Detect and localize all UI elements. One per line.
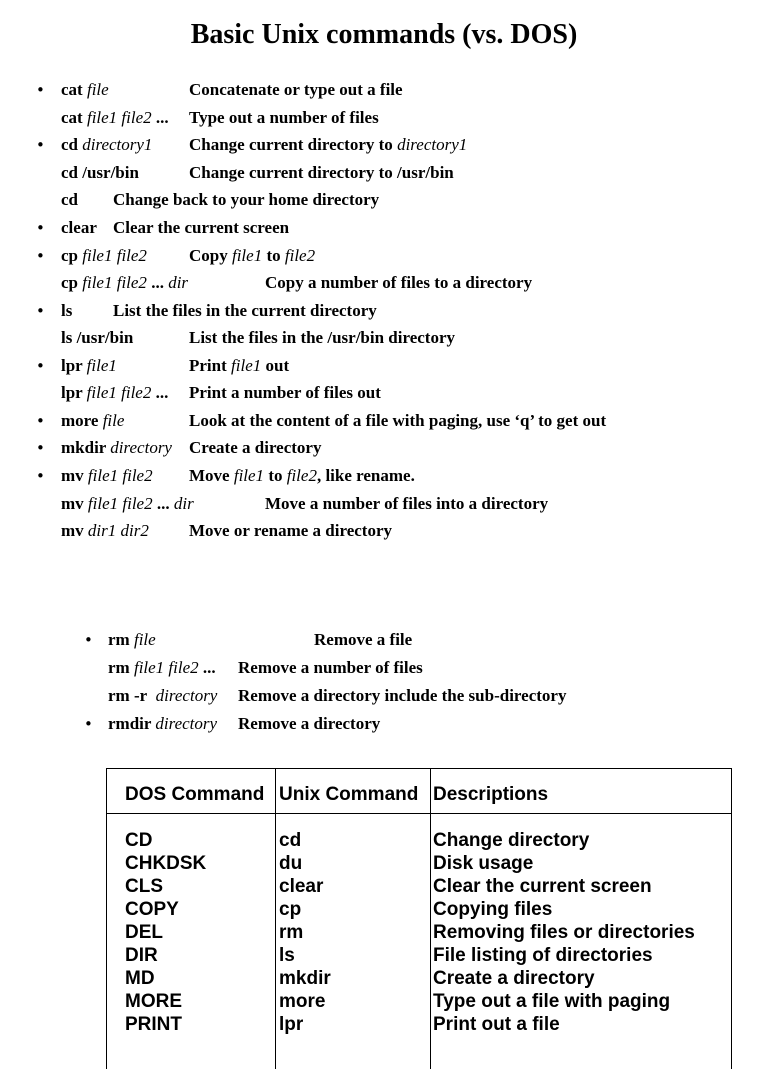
page-title: Basic Unix commands (vs. DOS) xyxy=(190,19,578,50)
command-syntax: cat file xyxy=(61,80,109,99)
table-cell-dos: PRINT xyxy=(125,1014,182,1035)
table-cell-dos: MORE xyxy=(125,991,182,1012)
command-syntax: more file xyxy=(61,411,125,430)
command-syntax: mkdir directory xyxy=(61,438,172,457)
command-description: Concatenate or type out a file xyxy=(189,80,403,99)
column-divider xyxy=(430,769,431,1069)
column-divider xyxy=(275,769,276,1069)
command-description: Create a directory xyxy=(189,438,322,457)
table-cell-dos: COPY xyxy=(125,899,179,920)
table-cell-description: Removing files or directories xyxy=(433,922,695,943)
command-syntax: mv file1 file2 xyxy=(61,466,153,485)
command-description: Type out a number of files xyxy=(189,108,379,127)
bullet-icon: • xyxy=(36,81,45,99)
table-cell-description: File listing of directories xyxy=(433,945,653,966)
table-cell-dos: DEL xyxy=(125,922,163,943)
table-cell-unix: ls xyxy=(279,945,295,966)
command-description: Change back to your home directory xyxy=(113,190,380,209)
command-syntax: mv dir1 dir2 xyxy=(61,521,149,540)
command-syntax: cat file1 file2 ... xyxy=(61,108,169,127)
bullet-icon: • xyxy=(36,136,45,154)
table-cell-description: Disk usage xyxy=(433,853,534,874)
command-description: Move a number of files into a directory xyxy=(265,494,549,513)
table-cell-dos: MD xyxy=(125,968,155,989)
table-cell-unix: lpr xyxy=(279,1014,304,1035)
command-description: Remove a number of files xyxy=(238,658,423,677)
table-cell-description: Clear the current screen xyxy=(433,876,652,897)
header-divider xyxy=(107,813,731,814)
command-description: Change current directory to directory1 xyxy=(189,135,468,154)
command-description: Change current directory to /usr/bin xyxy=(189,163,454,182)
command-syntax: mv file1 file2 ... dir xyxy=(61,494,194,513)
command-syntax: lpr file1 file2 ... xyxy=(61,383,169,402)
command-description: Move or rename a directory xyxy=(189,521,392,540)
command-syntax: cp file1 file2 xyxy=(61,246,147,265)
command-syntax: cp file1 file2 ... dir xyxy=(61,273,189,292)
table-cell-description: Create a directory xyxy=(433,968,595,989)
command-description: List the files in the current directory xyxy=(113,301,377,320)
command-syntax: ls xyxy=(61,301,73,320)
command-description: Copy file1 to file2 xyxy=(189,246,316,265)
bullet-icon: • xyxy=(36,412,45,430)
command-description: Copy a number of files to a directory xyxy=(265,273,533,292)
table-header-dos: DOS Command xyxy=(125,784,265,805)
table-cell-dos: CLS xyxy=(125,876,163,897)
command-description: Clear the current screen xyxy=(113,218,290,237)
command-description: Remove a file xyxy=(314,630,413,649)
command-description: Remove a directory include the sub-directory xyxy=(238,686,567,705)
table-cell-dos: DIR xyxy=(125,945,158,966)
table-cell-dos: CD xyxy=(125,830,153,851)
command-syntax: cd directory1 xyxy=(61,135,153,154)
command-syntax: rm file1 file2 ... xyxy=(108,658,216,677)
bullet-icon: • xyxy=(36,219,45,237)
bullet-icon: • xyxy=(84,631,93,649)
table-cell-description: Copying files xyxy=(433,899,553,920)
table-cell-unix: rm xyxy=(279,922,304,943)
table-header-descriptions: Descriptions xyxy=(433,784,549,805)
command-description: List the files in the /usr/bin directory xyxy=(189,328,456,347)
table-cell-unix: du xyxy=(279,853,303,874)
command-syntax: lpr file1 xyxy=(61,356,117,375)
command-syntax: cd /usr/bin xyxy=(61,163,139,182)
bullet-icon: • xyxy=(36,357,45,375)
bullet-icon: • xyxy=(36,467,45,485)
command-syntax: rm -r directory xyxy=(108,686,218,705)
command-description: Move file1 to file2, like rename. xyxy=(189,466,415,485)
table-cell-unix: cp xyxy=(279,899,302,920)
table-cell-description: Print out a file xyxy=(433,1014,560,1035)
bullet-icon: • xyxy=(36,439,45,457)
command-syntax: rmdir directory xyxy=(108,714,218,733)
table-header-unix: Unix Command xyxy=(279,784,419,805)
table-cell-description: Change directory xyxy=(433,830,590,851)
command-description: Remove a directory xyxy=(238,714,381,733)
table-cell-unix: clear xyxy=(279,876,324,897)
table-cell-unix: more xyxy=(279,991,326,1012)
bullet-icon: • xyxy=(84,715,93,733)
command-syntax: cd xyxy=(61,190,78,209)
command-syntax: clear xyxy=(61,218,97,237)
command-description: Print file1 out xyxy=(189,356,290,375)
command-description: Print a number of files out xyxy=(189,383,381,402)
table-cell-dos: CHKDSK xyxy=(125,853,207,874)
command-syntax: ls /usr/bin xyxy=(61,328,134,347)
command-syntax: rm file xyxy=(108,630,156,649)
bullet-icon: • xyxy=(36,302,45,320)
command-description: Look at the content of a file with paging, use ‘q’ to get out xyxy=(189,411,607,430)
table-cell-unix: cd xyxy=(279,830,302,851)
bullet-icon: • xyxy=(36,247,45,265)
table-cell-unix: mkdir xyxy=(279,968,331,989)
table-cell-description: Type out a file with paging xyxy=(433,991,671,1012)
